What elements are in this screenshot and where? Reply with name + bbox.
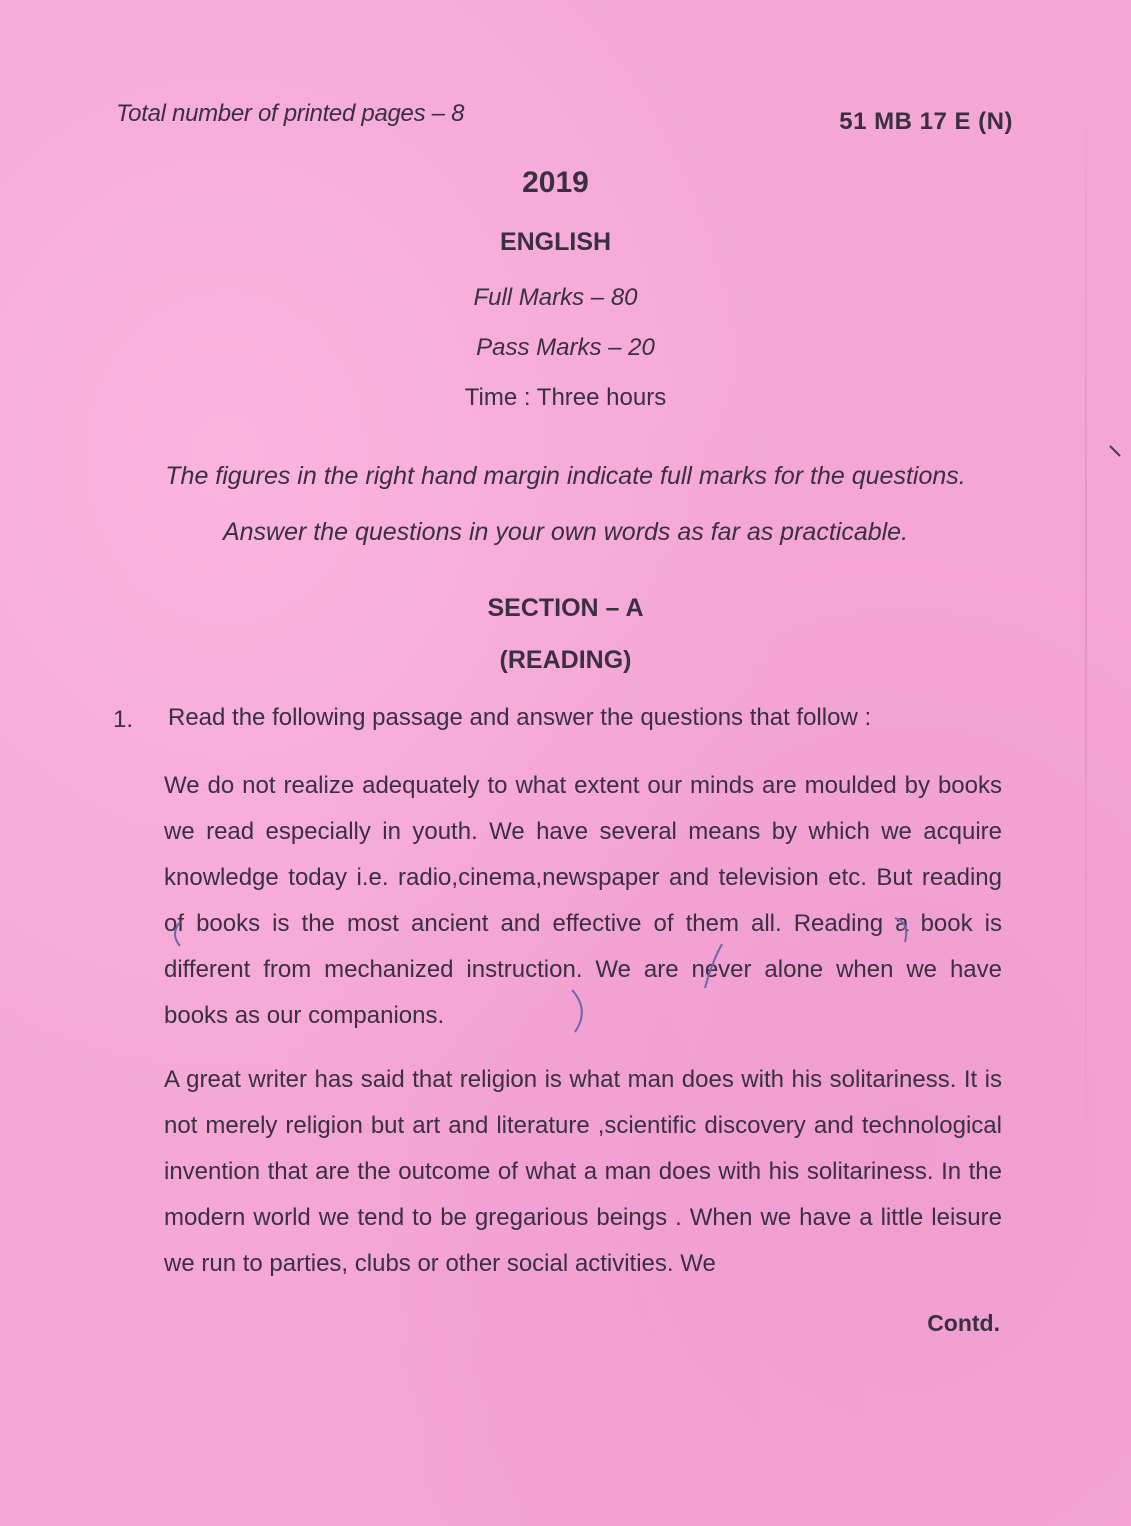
exam-year: 2019	[522, 166, 589, 199]
speck-mark	[1110, 446, 1120, 456]
instruction-marks: The figures in the right hand margin indicate full marks for the questions.	[165, 462, 966, 490]
printed-pages-note: Total number of printed pages – 8	[116, 100, 465, 127]
pass-marks: Pass Marks – 20	[476, 334, 655, 361]
time-allowed: Time : Three hours	[464, 384, 667, 411]
section-heading: SECTION – A	[487, 594, 644, 622]
passage-paragraph: We do not realize adequately to what extent our minds are moulded by books we read especially in youth. We have several means by which we acquire knowledge today i.e. radio,cinema,newspaper and television etc. But reading of books is the most ancient and effective of them all. Reading a book is different from mechanized instruction. We are never alone when we have books as our companions.	[164, 772, 1002, 1029]
pen-bracket-open	[175, 922, 180, 946]
pen-bracket-close	[895, 918, 906, 942]
paper-code: 51 MB 17 E (N)	[839, 108, 1013, 135]
continued-note: Contd.	[927, 1310, 1000, 1336]
pen-divider-stroke	[705, 944, 722, 988]
question-number: 1.	[113, 706, 134, 733]
pen-bracket-end	[572, 990, 582, 1032]
passage-paragraph: A great writer has said that religion is what man does with his solitariness. It is not merely religion but art and literature ,scientific discovery and technological invention that are the outcome of what a man does with his solitariness. In the modern world we tend to be gregarious beings . When we have a little leisure we run to parties, clubs or other social activities. We	[164, 1066, 1002, 1277]
section-subheading: (READING)	[499, 646, 632, 674]
question-prompt: Read the following passage and answer the questions that follow :	[168, 704, 872, 731]
instruction-own-words: Answer the questions in your own words as far as practicable.	[222, 518, 909, 546]
full-marks: Full Marks – 80	[473, 284, 638, 311]
subject-title: ENGLISH	[499, 228, 612, 256]
